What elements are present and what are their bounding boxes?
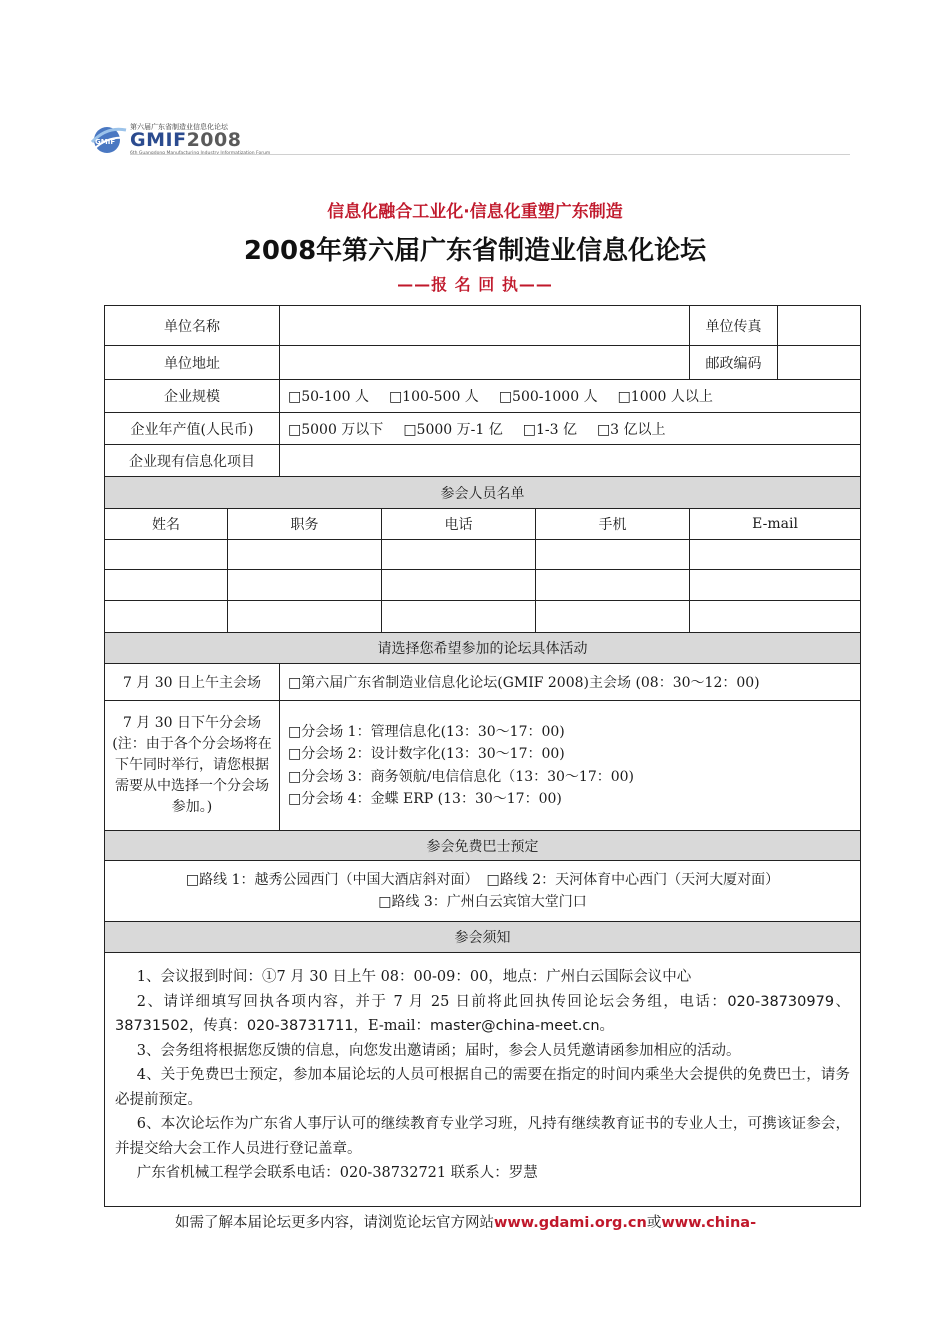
scale-option[interactable]: □1000 人以上	[617, 389, 713, 405]
row-unit-name	[105, 306, 861, 346]
bus-header: 参会免费巴士预定	[105, 831, 861, 861]
attendee-phone-field[interactable]	[382, 601, 536, 633]
attendee-columns-row	[105, 509, 861, 540]
attendee-row	[105, 570, 861, 601]
globe-icon	[90, 122, 128, 156]
note-2-email: master@china-meet.cn	[429, 1018, 600, 1034]
afternoon-label: 7 月 30 日下午分会场	[122, 715, 262, 731]
afternoon-cell	[105, 701, 280, 831]
attendee-email-field[interactable]	[690, 601, 861, 633]
postcode-field[interactable]	[778, 346, 861, 380]
attendee-phone-field[interactable]	[382, 570, 536, 601]
note-4: 4、关于免费巴士预定，参加本届论坛的人员可根据自己的需要在指定的时间内乘坐大会提供的免费巴士，请务必提前预定。	[115, 1067, 851, 1108]
unit-address-label: 单位地址	[105, 346, 280, 380]
morning-label: 7 月 30 日上午主会场	[105, 664, 280, 701]
notice-header: 参会须知	[105, 922, 861, 953]
page-subtitle: ——报 名 回 执——	[397, 275, 553, 294]
row-output	[105, 413, 861, 445]
footer-link-gdami[interactable]: www.gdami.org.cn	[494, 1215, 647, 1231]
bus-line-1[interactable]: □路线 1：越秀公园西门（中国大酒店斜对面）	[185, 872, 479, 888]
logo-mark-text: GMIF	[95, 138, 116, 146]
row-notes	[105, 953, 861, 1207]
column-header: 电话	[382, 509, 536, 540]
footer-text: 如需了解本届论坛更多内容，请浏览论坛官方网站	[175, 1215, 494, 1231]
contact-line: 广东省机械工程学会联系电话：020-38732721 联系人：罗慧	[136, 1165, 538, 1181]
attendee-mobile-field[interactable]	[536, 601, 690, 633]
row-it-projects	[105, 445, 861, 477]
notice-header-row	[105, 922, 861, 953]
postcode-label: 邮政编码	[690, 346, 778, 380]
session-option[interactable]: □分会场 2：设计数字化(13：30～17：00)	[288, 746, 565, 762]
output-label: 企业年产值(人民币)	[105, 413, 280, 445]
footer	[175, 1211, 756, 1232]
row-afternoon	[105, 701, 861, 831]
session-option[interactable]: □分会场 3：商务领航/电信信息化（13：30～17：00)	[288, 768, 635, 785]
unit-name-field[interactable]	[280, 306, 690, 346]
note-2-end: 。	[599, 1018, 615, 1034]
scale-option[interactable]: □50-100 人	[288, 389, 369, 405]
attendee-title-field[interactable]	[228, 601, 382, 633]
scale-option[interactable]: □500-1000 人	[498, 389, 598, 405]
registration-form	[104, 305, 861, 1207]
attendee-email-field[interactable]	[690, 540, 861, 570]
attendees-header: 参会人员名单	[105, 477, 861, 509]
attendee-mobile-field[interactable]	[536, 570, 690, 601]
attendees-header-row	[105, 477, 861, 509]
header-divider	[130, 154, 850, 155]
logo-brand-year: 2008	[186, 129, 242, 151]
scale-option[interactable]: □100-500 人	[388, 389, 479, 405]
attendee-row	[105, 601, 861, 633]
bus-line-3[interactable]: □路线 3：广州白云宾馆大堂门口	[378, 894, 587, 910]
unit-fax-label: 单位传真	[690, 306, 778, 346]
column-header: 手机	[536, 509, 690, 540]
bus-line-2[interactable]: □路线 2：天河体育中心西门（天河大厦对面）	[486, 872, 780, 888]
it-projects-field[interactable]	[280, 445, 861, 477]
note-2-tel: 020-38730979、38731502	[115, 993, 851, 1034]
output-option[interactable]: □3 亿以上	[596, 421, 666, 438]
note-2-fax-label: ，传真：	[188, 1018, 247, 1034]
bus-header-row	[105, 831, 861, 861]
note-1: 1、会议报到时间：①7 月 30 日上午 08：00-09：00，地点：广州白云国际会议中心	[136, 969, 692, 985]
afternoon-note: (注：由于各个分会场将在下午同时举行，请您根据需要从中选择一个分会场参加。)	[112, 736, 272, 815]
bus-options	[105, 861, 861, 922]
note-2	[115, 990, 850, 1039]
row-bus	[105, 861, 861, 922]
footer-or: 或	[646, 1215, 662, 1231]
afternoon-options	[280, 701, 861, 831]
attendee-name-field[interactable]	[105, 601, 228, 633]
notes-cell	[105, 953, 861, 1207]
row-morning	[105, 664, 861, 701]
note-6: 6、本次论坛作为广东省人事厅认可的继续教育专业学习班，凡持有继续教育证书的专业人士，可携该证参会，并提交给大会工作人员进行登记盖章。	[115, 1116, 851, 1157]
unit-name-label: 单位名称	[105, 306, 280, 346]
attendee-name-field[interactable]	[105, 540, 228, 570]
output-option[interactable]: □5000 万-1 亿	[403, 421, 503, 438]
logo-top-text: 第六届广东省制造业信息化论坛	[130, 123, 228, 131]
page-title: 2008年第六届广东省制造业信息化论坛	[243, 236, 707, 266]
session-option[interactable]: □分会场 1：管理信息化(13：30～17：00)	[288, 723, 565, 740]
attendee-name-field[interactable]	[105, 570, 228, 601]
column-header: E-mail	[690, 509, 861, 540]
activities-header-row	[105, 633, 861, 664]
footer-link-china[interactable]: www.china-	[661, 1215, 757, 1231]
unit-address-field[interactable]	[280, 346, 690, 380]
header	[90, 120, 850, 160]
column-header: 姓名	[105, 509, 228, 540]
activities-header: 请选择您希望参加的论坛具体活动	[105, 633, 861, 664]
it-projects-label: 企业现有信息化项目	[105, 445, 280, 477]
output-option[interactable]: □1-3 亿	[522, 421, 577, 438]
attendee-email-field[interactable]	[690, 570, 861, 601]
note-2-email-label: ，E-mail：	[353, 1018, 430, 1034]
scale-options	[280, 380, 861, 413]
morning-option[interactable]: □第六届广东省制造业信息化论坛(GMIF 2008)主会场 (08：30～12：00)	[280, 664, 861, 701]
unit-fax-field[interactable]	[778, 306, 861, 346]
output-option[interactable]: □5000 万以下	[288, 421, 384, 438]
attendee-phone-field[interactable]	[382, 540, 536, 570]
logo-brand-gmif: GMIF	[130, 129, 187, 151]
attendee-row	[105, 540, 861, 570]
logo-brand	[130, 129, 241, 151]
row-unit-address	[105, 346, 861, 380]
output-options	[280, 413, 861, 445]
session-option[interactable]: □分会场 4：金蝶 ERP (13：30～17：00)	[288, 791, 562, 807]
attendee-mobile-field[interactable]	[536, 540, 690, 570]
column-header: 职务	[228, 509, 382, 540]
note-3: 3、会务组将根据您反馈的信息，向您发出邀请函；届时，参会人员凭邀请函参加相应的活动。	[136, 1042, 741, 1059]
row-scale	[105, 380, 861, 413]
scale-label: 企业规模	[105, 380, 280, 413]
slogan: 信息化融合工业化·信息化重塑广东制造	[327, 202, 623, 222]
attendee-title-field[interactable]	[228, 570, 382, 601]
note-2-text: 2、请详细填写回执各项内容，并于 7 月 25 日前将此回执传回论坛会务组，电话：	[136, 993, 728, 1010]
note-2-fax: 020-38731711	[246, 1018, 354, 1034]
attendee-title-field[interactable]	[228, 540, 382, 570]
